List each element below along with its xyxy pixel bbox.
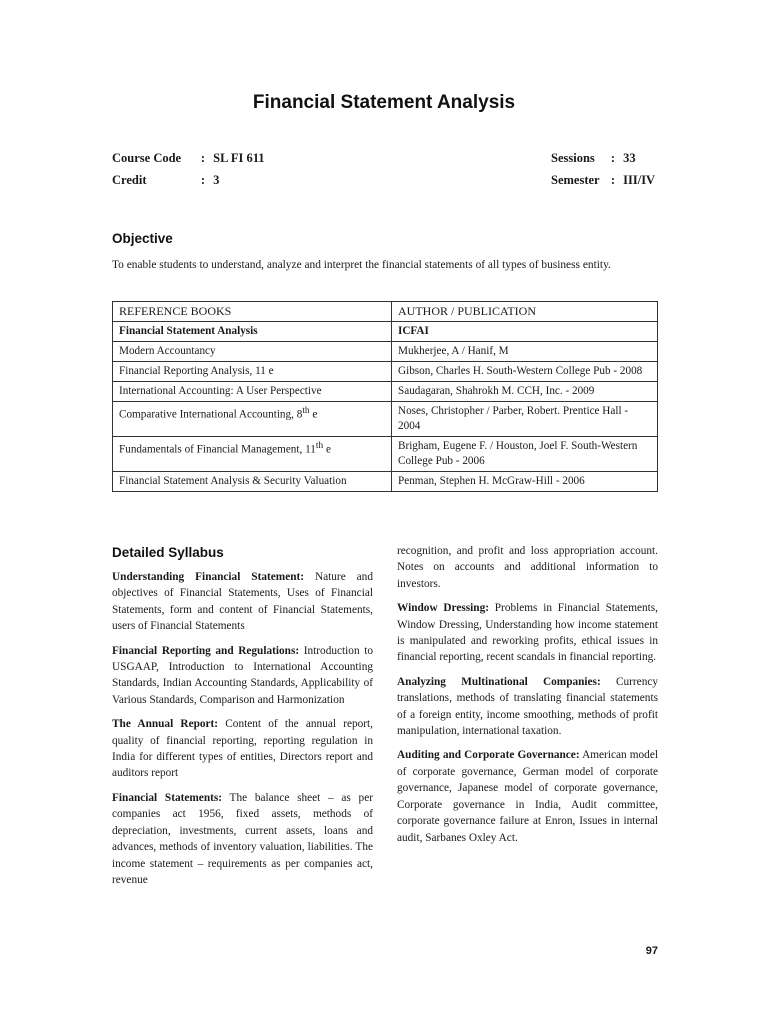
topic-text: The balance sheet – as per companies act 1956, fixed assets, methods of depreciation, investments, current assets, loans and advances, methods of inventory valuation, liabilities. The income statement – requirements as per companies act, revenue [112, 791, 373, 886]
objective-heading: Objective [112, 231, 173, 246]
table-row [113, 362, 658, 382]
table-row [113, 402, 658, 437]
syllabus-topic [397, 674, 658, 740]
topic-title: Auditing and Corporate Governance: [397, 749, 580, 762]
topic-title: Financial Statements: [112, 791, 223, 804]
semester-line [551, 173, 655, 188]
topic-text: Problems in Financial Statements, Window Dressing, Understanding how income statement is manipulated and reworking profits, ethical issues in financial reporting, recent scandals in financial reporting. [397, 602, 658, 664]
reference-books-table [112, 301, 658, 492]
course-code-label: Course Code [112, 151, 182, 165]
book-edition-suffix: e [309, 408, 318, 421]
colon: : [200, 173, 206, 187]
book-title: Comparative International Accounting, 8 [119, 408, 303, 421]
semester-value: III/IV [623, 173, 656, 187]
book-cell: Financial Statement Analysis & Security Valuation [113, 472, 392, 492]
author-cell: Gibson, Charles H. South-Western College Pub - 2008 [392, 362, 658, 382]
topic-text: American model of corporate governance, German model of corporate governance, Japanese model of corporate governance, Corporate governance in India, Audit committee, corporate governance failure at Enron, Issues in internal audit, Sarbanes Oxley Act. [397, 749, 658, 844]
topic-title: Financial Reporting and Regulations: [112, 644, 300, 657]
author-cell: Noses, Christopher / Parber, Robert. Prentice Hall - 2004 [392, 402, 658, 437]
table-header-row [113, 302, 658, 322]
objective-text: To enable students to understand, analyze and interpret the financial statements of all types of business entity. [112, 259, 611, 271]
colon: : [610, 151, 616, 165]
author-cell: Mukherjee, A / Hanif, M [392, 342, 658, 362]
book-edition-suffix: e [323, 443, 331, 456]
syllabus-left-column [112, 569, 373, 896]
syllabus-right-column [397, 543, 658, 854]
author-cell: Brigham, Eugene F. / Houston, Joel F. South-Western College Pub - 2006 [392, 437, 658, 472]
topic-title: Understanding Financial Statement: [112, 571, 305, 583]
table-row [113, 472, 658, 492]
book-cell [113, 402, 392, 437]
page-number: 97 [645, 945, 658, 957]
table-row [113, 382, 658, 402]
sessions-value: 33 [623, 151, 636, 165]
semester-label: Semester [551, 173, 600, 187]
column-header-books: REFERENCE BOOKS [113, 302, 392, 322]
author-cell: Saudagaran, Shahrokh M. CCH, Inc. - 2009 [392, 382, 658, 402]
syllabus-topic [112, 569, 373, 635]
syllabus-topic [112, 790, 373, 888]
book-cell: Modern Accountancy [113, 342, 392, 362]
topic-text: Currency translations, methods of translating financial statements of a foreign entity, income smoothing, methods of profit manipulation, international taxation. [397, 675, 659, 738]
syllabus-topic [397, 747, 658, 845]
table-row [113, 342, 658, 362]
book-cell: Financial Reporting Analysis, 11 e [113, 362, 392, 382]
credit-label: Credit [112, 173, 147, 187]
column-header-author: AUTHOR / PUBLICATION [392, 302, 658, 322]
superscript: th [302, 406, 310, 416]
sessions-line [551, 151, 636, 166]
topic-text: Content of the annual report, quality of financial reporting, reporting regulation in India for different types of entities, Directors report and auditors report [112, 718, 373, 780]
author-cell: Penman, Stephen H. McGraw-Hill - 2006 [392, 472, 658, 492]
colon: : [610, 173, 616, 187]
syllabus-topic [397, 600, 658, 666]
book-cell: Financial Statement Analysis [113, 322, 392, 342]
book-title: Fundamentals of Financial Management, 11 [119, 443, 316, 456]
sessions-label: Sessions [551, 151, 595, 165]
syllabus-topic [112, 643, 373, 709]
table-row [113, 437, 658, 472]
topic-text: recognition, and profit and loss appropriation account. Notes on accounts and additional information to investors. [397, 545, 658, 590]
author-cell: ICFAI [392, 322, 658, 342]
topic-title: The Annual Report: [112, 718, 219, 731]
book-cell [113, 437, 392, 472]
course-code-line [112, 151, 265, 166]
table-row [113, 322, 658, 342]
topic-title: Window Dressing: [397, 602, 489, 615]
detailed-syllabus-heading: Detailed Syllabus [112, 545, 224, 560]
credit-value: 3 [213, 173, 220, 187]
topic-text: Introduction to USGAAP, Introduction to International Accounting Standards, Indian Accounting Standards, Applicability of Various Standards, Comparison and Harmonization [112, 644, 374, 706]
topic-text: Nature and objectives of Financial Statements, Uses of Financial Statements, form and content of Financial Statements, users of Financial Statements [112, 571, 373, 633]
colon: : [200, 151, 206, 165]
syllabus-topic [397, 543, 658, 592]
superscript: th [315, 441, 324, 451]
course-code-value: SL FI 611 [213, 151, 265, 165]
page-title: Financial Statement Analysis [252, 92, 516, 113]
topic-title: Analyzing Multinational Companies: [397, 675, 601, 688]
credit-line [112, 173, 219, 188]
syllabus-topic [112, 716, 373, 782]
book-cell: International Accounting: A User Perspective [113, 382, 392, 402]
